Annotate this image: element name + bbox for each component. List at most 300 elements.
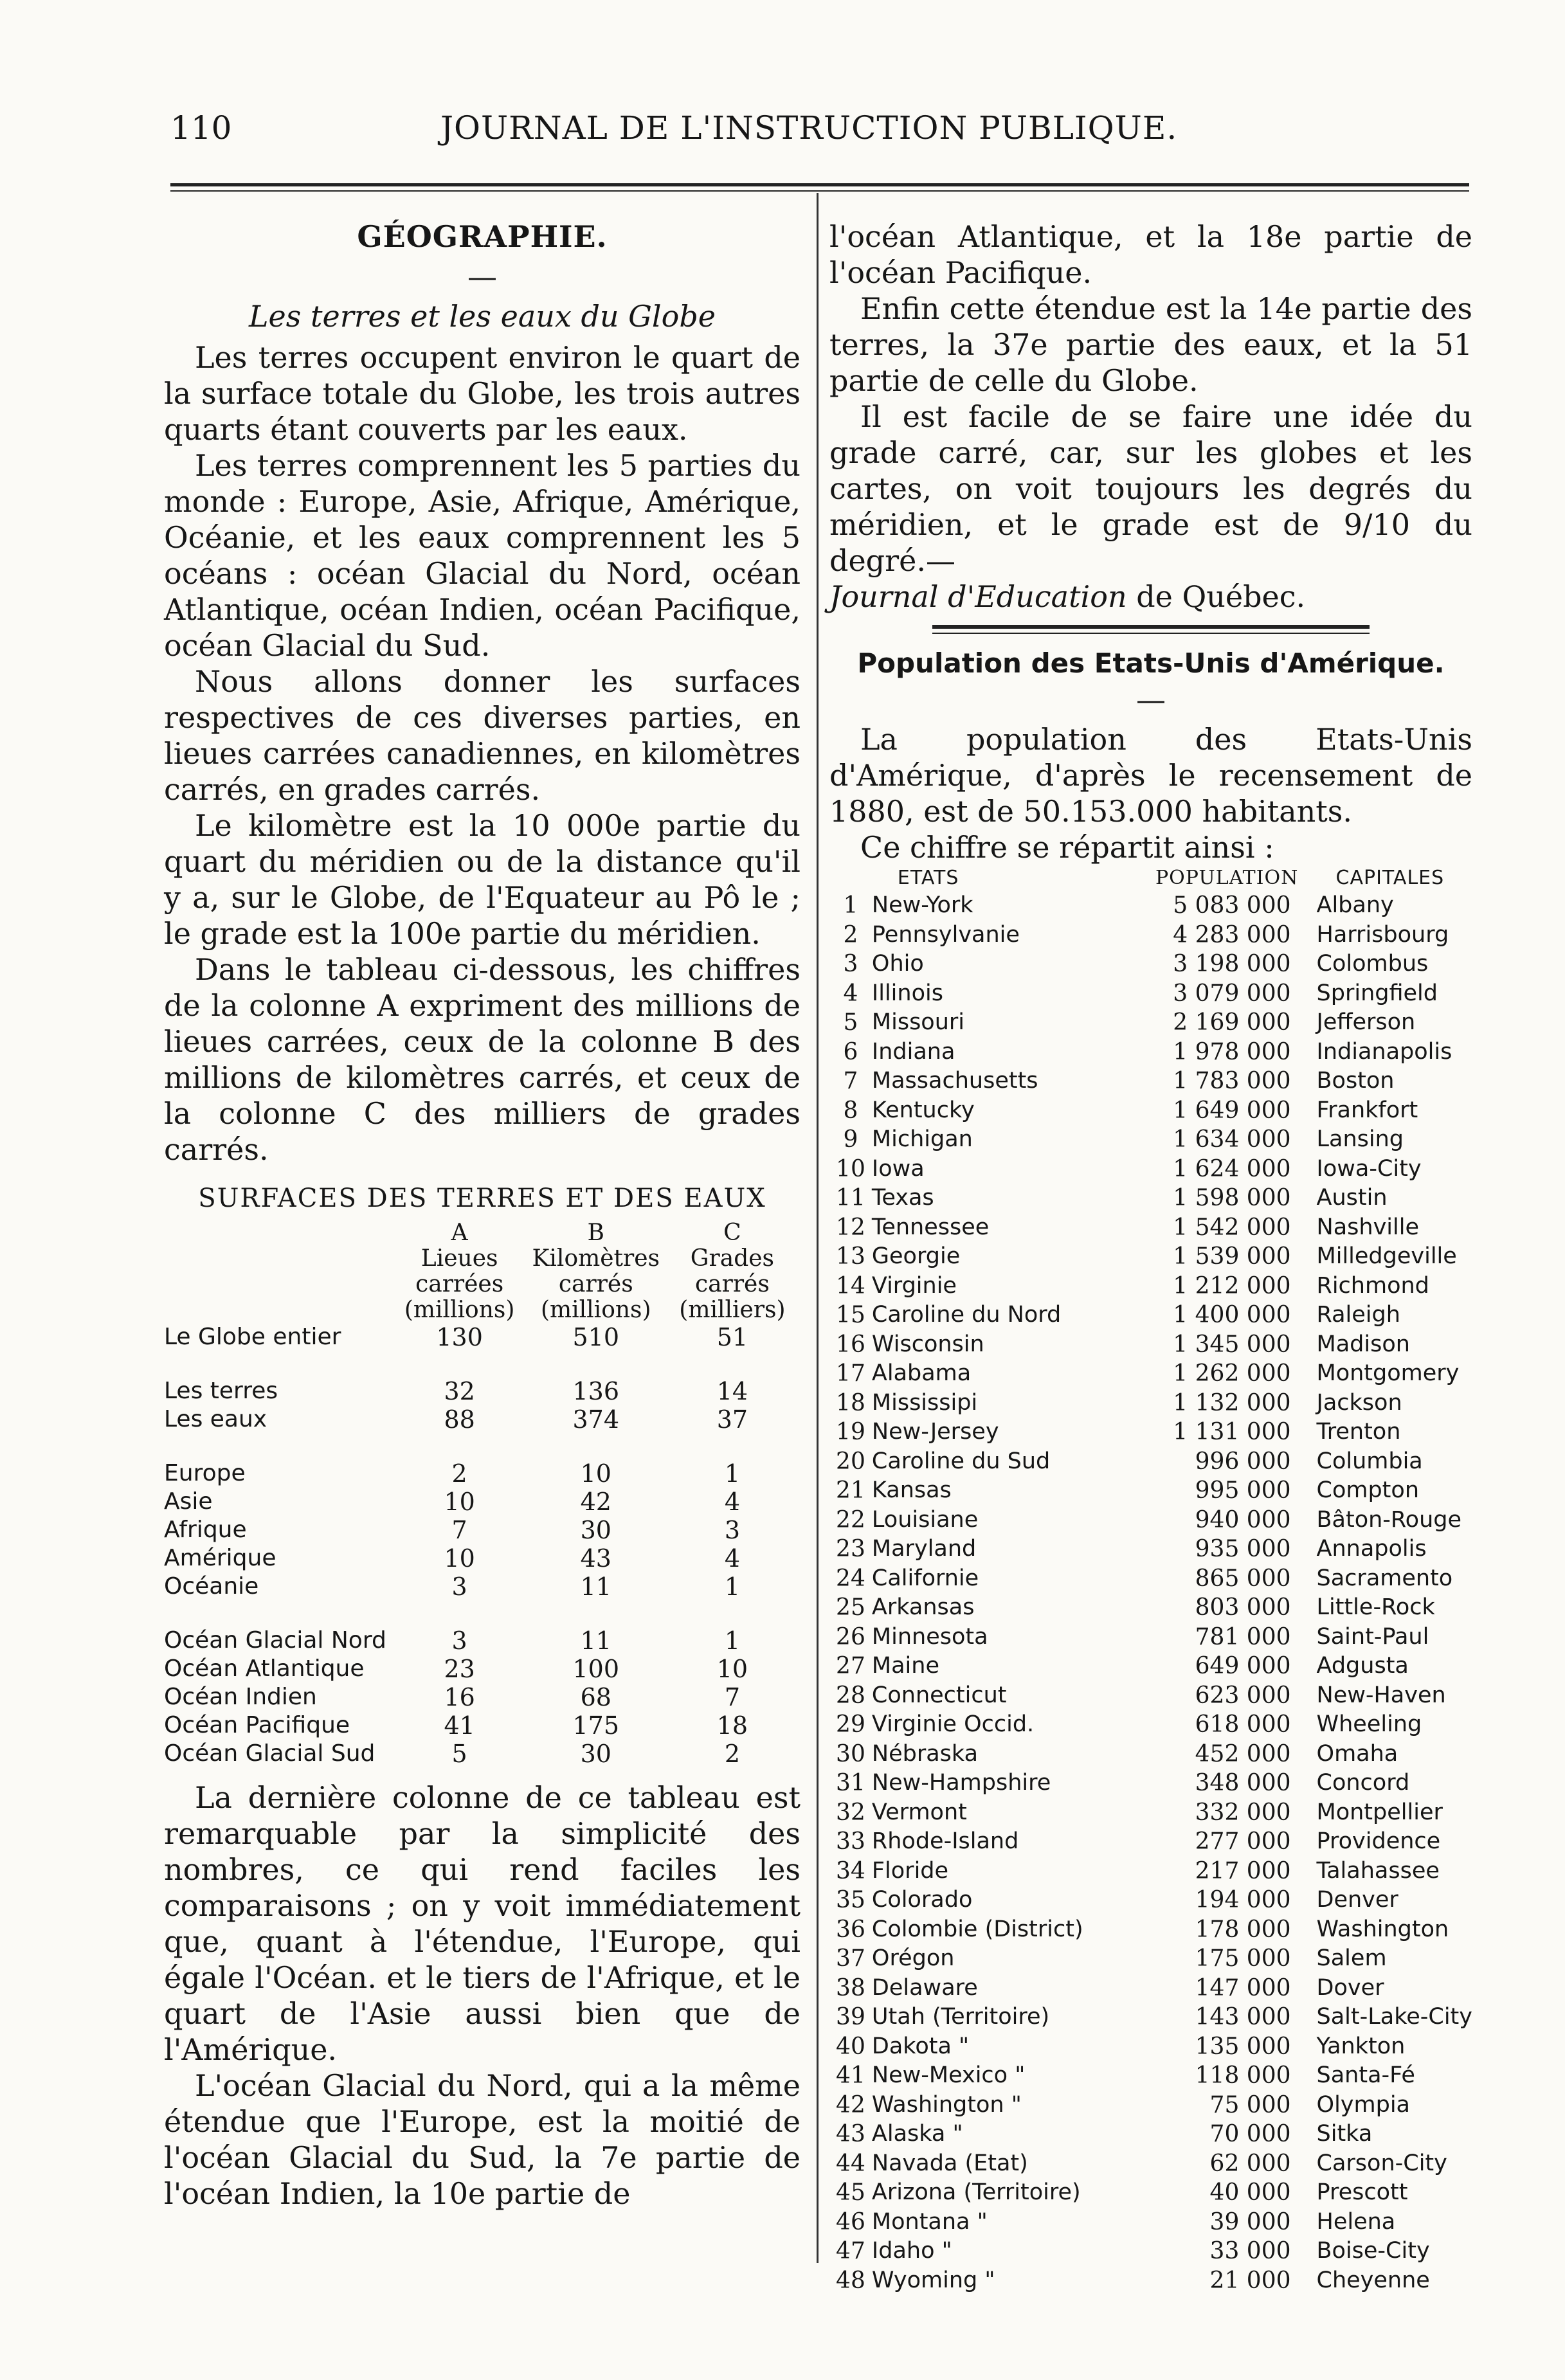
state-name: Virginie Occid. [871, 1711, 1035, 1737]
state-name: Michigan [871, 1126, 973, 1152]
table-row [829, 1213, 1472, 1243]
cell-a: 41 [444, 1711, 475, 1740]
state-name: Idaho " [871, 2238, 952, 2264]
state-name: Delaware [871, 1974, 978, 2001]
column-rule [817, 193, 819, 2263]
table-row [164, 1711, 801, 1740]
table-row [829, 1506, 1472, 1535]
cell-b: 11 [580, 1573, 611, 1601]
population-value: 940 000 [1195, 1506, 1291, 1533]
row-number: 13 [836, 1243, 865, 1270]
row-label: Asie [164, 1488, 213, 1515]
capital-name: Springfield [1316, 980, 1438, 1006]
row-number: 34 [836, 1857, 865, 1884]
table-header-row [829, 865, 1472, 891]
table-row [829, 979, 1472, 1009]
table-row [829, 1125, 1472, 1155]
column-header-population: POPULATION [1155, 867, 1299, 889]
paragraph: Nous allons donner les surfaces respectives de ces diverses parties, en lieues carrées canadiennes, en kilomètres carrés, en grades carrés. [164, 664, 801, 807]
population-value: 1 542 000 [1173, 1214, 1291, 1241]
state-name: Louisiane [871, 1506, 979, 1533]
population-value: 1 132 000 [1173, 1389, 1291, 1416]
state-name: Maine [871, 1653, 939, 1679]
table-row [164, 1405, 801, 1434]
population-value: 1 783 000 [1173, 1068, 1291, 1094]
capital-name: Carson-City [1316, 2150, 1447, 2176]
cell-a: 10 [444, 1488, 475, 1516]
cell-b: 175 [572, 1711, 620, 1740]
column-letter: B [587, 1220, 604, 1246]
population-value: 3 079 000 [1173, 980, 1291, 1007]
row-number: 35 [836, 1887, 865, 1913]
state-name: Kentucky [871, 1097, 975, 1123]
table-row [829, 1447, 1472, 1477]
capital-name: Montgomery [1316, 1360, 1460, 1386]
row-number: 10 [836, 1155, 865, 1182]
row-number: 31 [836, 1770, 865, 1796]
state-name: Tennessee [871, 1214, 990, 1240]
population-value: 2 169 000 [1173, 1009, 1291, 1036]
capital-name: Boston [1316, 1068, 1395, 1094]
table-row [829, 1272, 1472, 1301]
table-row [829, 1038, 1472, 1067]
population-value: 4 283 000 [1173, 921, 1291, 948]
table-row [164, 1516, 801, 1544]
state-name: Dakota " [871, 2033, 970, 2059]
table-row [829, 1535, 1472, 1564]
surfaces-table [164, 1220, 801, 1768]
population-value: 452 000 [1195, 1740, 1291, 1767]
population-value: 1 400 000 [1173, 1302, 1291, 1328]
capital-name: Cheyenne [1316, 2267, 1430, 2293]
capital-name: Compton [1316, 1477, 1419, 1503]
capital-name: Sitka [1316, 2121, 1373, 2147]
table-row [164, 1459, 801, 1488]
state-name: Alabama [871, 1360, 972, 1386]
capital-name: Salem [1316, 1945, 1387, 1971]
table-row [829, 1710, 1472, 1740]
capital-name: Yankton [1316, 2033, 1406, 2059]
capital-name: New-Haven [1316, 1682, 1446, 1708]
cell-a: 16 [444, 1683, 475, 1711]
row-label: Les eaux [164, 1406, 267, 1432]
state-name: Massachusetts [871, 1068, 1038, 1094]
state-name: Alaska " [871, 2121, 963, 2147]
paragraph: La dernière colonne de ce tableau est remarquable par la simplicité des nombres, ce qui rend faciles les comparaisons ; on y voit immédiatement que, quant à l'étendue, l'Europe, qui égale l'Océan. et le tiers de l'Afrique, et le quart de l'Asie aussi bien que de l'Amérique. [164, 1780, 801, 2067]
table-header-row [164, 1297, 801, 1323]
population-value: 1 539 000 [1173, 1243, 1291, 1270]
capital-name: Colombus [1316, 951, 1429, 977]
row-label: Océanie [164, 1573, 259, 1600]
table-row [829, 1652, 1472, 1681]
table-row [829, 2120, 1472, 2149]
row-number: 47 [836, 2238, 865, 2264]
cell-b: 100 [572, 1655, 620, 1683]
cell-a: 32 [444, 1377, 475, 1405]
state-name: Navada (Etat) [871, 2150, 1028, 2176]
capital-name: Talahassee [1316, 1857, 1440, 1884]
population-table [829, 865, 1472, 2295]
population-table-body [829, 891, 1472, 2295]
capital-name: Madison [1316, 1331, 1410, 1357]
state-name: Colombie (District) [871, 1916, 1083, 1942]
table-row [829, 1769, 1472, 1798]
state-name: Indiana [871, 1038, 955, 1065]
row-label: Océan Pacifique [164, 1712, 350, 1738]
row-number: 7 [843, 1068, 858, 1094]
population-value: 21 000 [1209, 2267, 1291, 2294]
section-divider-thin [932, 633, 1370, 634]
cell-b: 11 [580, 1627, 611, 1655]
table-row [829, 1242, 1472, 1272]
table-row [164, 1377, 801, 1405]
capital-name: Albany [1316, 892, 1394, 918]
population-value: 62 000 [1209, 2150, 1291, 2177]
capital-name: Wheeling [1316, 1711, 1422, 1737]
cell-c: 1 [724, 1459, 741, 1488]
geography-subtitle: Les terres et les eaux du Globe [249, 299, 716, 334]
population-value: 995 000 [1195, 1477, 1291, 1504]
cell-c: 2 [724, 1740, 741, 1768]
row-number: 38 [836, 1974, 865, 2001]
row-number: 16 [836, 1331, 865, 1358]
table-row [829, 1886, 1472, 1915]
table-row [829, 2149, 1472, 2179]
population-value: 33 000 [1209, 2238, 1291, 2264]
row-number: 44 [836, 2150, 865, 2177]
row-number: 6 [843, 1038, 858, 1065]
capital-name: Columbia [1316, 1448, 1423, 1474]
cell-c: 4 [724, 1544, 741, 1573]
table-row [829, 1974, 1472, 2003]
row-number: 41 [836, 2062, 865, 2089]
state-name: Orégon [871, 1945, 955, 1971]
row-label: Amérique [164, 1545, 276, 1571]
column-header-capitals: CAPITALES [1335, 867, 1445, 889]
cell-c: 7 [724, 1683, 741, 1711]
state-name: Maryland [871, 1536, 977, 1562]
table-row [829, 1096, 1472, 1126]
state-name: Rhode-Island [871, 1828, 1019, 1854]
row-label: Océan Indien [164, 1684, 317, 1710]
state-name: Washington " [871, 2091, 1022, 2118]
population-value: 1 624 000 [1173, 1155, 1291, 1182]
population-value: 3 198 000 [1173, 951, 1291, 977]
table-row [829, 1155, 1472, 1184]
state-name: New-Mexico " [871, 2062, 1026, 2088]
row-label: Europe [164, 1460, 246, 1486]
table-row [164, 1544, 801, 1573]
table-row [829, 950, 1472, 979]
row-number: 26 [836, 1623, 865, 1650]
population-value: 175 000 [1195, 1945, 1291, 1972]
table-row [829, 2061, 1472, 2091]
row-number: 23 [836, 1536, 865, 1562]
row-label: Les terres [164, 1378, 278, 1404]
paragraph [829, 399, 1472, 615]
capital-name: Trenton [1316, 1419, 1401, 1445]
cell-a: 3 [451, 1573, 467, 1601]
state-name: New-Hampshire [871, 1770, 1051, 1796]
row-number: 14 [836, 1272, 865, 1299]
population-value: 1 131 000 [1173, 1419, 1291, 1445]
row-label: Le Globe entier [164, 1324, 341, 1350]
column-header: carrées [415, 1271, 504, 1297]
capital-name: Indianapolis [1316, 1038, 1452, 1065]
state-name: Caroline du Nord [871, 1302, 1062, 1328]
capital-name: Frankfort [1316, 1097, 1418, 1123]
cell-b: 43 [580, 1544, 611, 1573]
row-number: 28 [836, 1682, 865, 1709]
page-number: 110 [170, 109, 232, 147]
state-name: Pennsylvanie [871, 921, 1020, 948]
capital-name: Nashville [1316, 1214, 1419, 1240]
table-row [829, 1008, 1472, 1038]
population-value: 623 000 [1195, 1682, 1291, 1709]
population-value: 1 978 000 [1173, 1038, 1291, 1065]
row-number: 12 [836, 1214, 865, 1241]
state-name: Vermont [871, 1799, 967, 1825]
cell-c: 18 [716, 1711, 748, 1740]
population-value: 217 000 [1195, 1857, 1291, 1884]
row-number: 46 [836, 2208, 865, 2235]
state-name: Illinois [871, 980, 943, 1006]
state-name: Colorado [871, 1887, 973, 1913]
population-value: 118 000 [1195, 2062, 1291, 2089]
column-header: (millions) [540, 1297, 651, 1323]
table-row [829, 1681, 1472, 1711]
capital-name: Raleigh [1316, 1302, 1400, 1328]
row-number: 45 [836, 2179, 865, 2206]
cell-c: 14 [716, 1377, 748, 1405]
population-value: 332 000 [1195, 1799, 1291, 1826]
row-number: 20 [836, 1448, 865, 1475]
paragraph: Dans le tableau ci-dessous, les chiffres de la colonne A expriment des millions de lieues carrées, ceux de la colonne B des millions de kilomètres carrés, et ceux de la colonne C des milliers de grades carrés. [164, 952, 801, 1167]
table-header-row [164, 1246, 801, 1272]
capital-name: Santa-Fé [1316, 2062, 1415, 2088]
table-row [829, 1418, 1472, 1447]
state-name: Virginie [871, 1272, 957, 1299]
table-header-row [164, 1220, 801, 1246]
state-name: Georgie [871, 1243, 961, 1269]
table-row [829, 1301, 1472, 1330]
table-row [829, 891, 1472, 921]
population-value: 781 000 [1195, 1623, 1291, 1650]
cell-a: 2 [451, 1459, 467, 1488]
table-row [164, 1573, 801, 1601]
population-value: 348 000 [1195, 1770, 1291, 1796]
state-name: Minnesota [871, 1623, 988, 1650]
cell-a: 10 [444, 1544, 475, 1573]
paragraph: La population des Etats-Unis d'Amérique, d'après le recensement de 1880, est de 50.153.000 habitants. [829, 722, 1472, 829]
capital-name: Saint-Paul [1316, 1623, 1429, 1650]
page-header [164, 109, 1469, 161]
header-rule [170, 183, 1469, 186]
row-label: Océan Glacial Sud [164, 1740, 375, 1767]
population-value: 1 634 000 [1173, 1126, 1291, 1153]
cell-b: 42 [580, 1488, 611, 1516]
row-number: 25 [836, 1594, 865, 1621]
row-number: 18 [836, 1389, 865, 1416]
table-row [829, 1944, 1472, 1974]
row-number: 5 [843, 1009, 858, 1036]
paragraph-text: Il est facile de se faire une idée du grade carré, car, sur les globes et les cartes, on voit toujours les degrés du méridien, et le grade est de 9/10 du degré.— [829, 399, 1472, 578]
capital-name: Annapolis [1316, 1536, 1427, 1562]
row-number: 22 [836, 1506, 865, 1533]
population-value: 1 649 000 [1173, 1097, 1291, 1124]
state-name: Mississipi [871, 1389, 978, 1416]
cell-b: 30 [580, 1516, 611, 1544]
surfaces-table-title: SURFACES DES TERRES ET DES EAUX [198, 1184, 766, 1213]
capital-name: Omaha [1316, 1740, 1398, 1767]
column-letter: C [723, 1220, 741, 1246]
capital-name: Bâton-Rouge [1316, 1506, 1462, 1533]
population-value: 75 000 [1209, 2091, 1291, 2118]
column-header: Kilomètres [532, 1245, 660, 1272]
population-value: 803 000 [1195, 1594, 1291, 1621]
population-value: 143 000 [1195, 2004, 1291, 2030]
table-row [829, 1623, 1472, 1652]
title-dash: — [467, 259, 497, 294]
state-name: New-Jersey [871, 1419, 999, 1445]
source-citation: Journal d'Education [829, 579, 1127, 614]
population-value: 277 000 [1195, 1828, 1291, 1855]
section-divider [932, 625, 1370, 629]
population-value: 135 000 [1195, 2033, 1291, 2060]
population-value: 1 345 000 [1173, 1331, 1291, 1358]
capital-name: Boise-City [1316, 2238, 1430, 2264]
state-name: Texas [871, 1185, 934, 1211]
population-value: 1 212 000 [1173, 1272, 1291, 1299]
row-number: 19 [836, 1419, 865, 1445]
capital-name: Adgusta [1316, 1653, 1409, 1679]
capital-name: Jefferson [1316, 1009, 1416, 1035]
column-header: Lieues [421, 1245, 498, 1272]
state-name: Montana " [871, 2208, 988, 2235]
state-name: Utah (Territoire) [871, 2004, 1050, 2030]
capital-name: Montpellier [1316, 1799, 1443, 1825]
row-number: 21 [836, 1477, 865, 1504]
capital-name: Lansing [1316, 1126, 1404, 1152]
row-number: 8 [843, 1097, 858, 1124]
population-value: 40 000 [1209, 2179, 1291, 2206]
cell-c: 10 [716, 1655, 748, 1683]
capital-name: Sacramento [1316, 1565, 1453, 1591]
cell-a: 23 [444, 1655, 475, 1683]
population-title: Population des Etats-Unis d'Amérique. [857, 647, 1445, 679]
population-value: 935 000 [1195, 1536, 1291, 1562]
population-value: 194 000 [1195, 1887, 1291, 1913]
table-row [164, 1323, 801, 1351]
population-value: 618 000 [1195, 1711, 1291, 1738]
capital-name: Washington [1316, 1916, 1449, 1942]
table-row [164, 1740, 801, 1768]
left-column [164, 219, 801, 2212]
state-name: Ohio [871, 951, 924, 977]
state-name: Arizona (Territoire) [871, 2179, 1081, 2205]
paragraph: Ce chiffre se répartit ainsi : [860, 830, 1274, 865]
table-row [829, 2003, 1472, 2032]
population-value: 5 083 000 [1173, 892, 1291, 919]
row-number: 43 [836, 2121, 865, 2147]
row-number: 32 [836, 1799, 865, 1826]
state-name: Caroline du Sud [871, 1448, 1051, 1474]
row-number: 40 [836, 2033, 865, 2060]
cell-b: 30 [580, 1740, 611, 1768]
capital-name: Jackson [1316, 1389, 1402, 1416]
state-name: Missouri [871, 1009, 965, 1035]
row-number: 39 [836, 2004, 865, 2030]
row-number: 15 [836, 1302, 865, 1328]
cell-b: 510 [572, 1323, 620, 1351]
column-header-states: ETATS [897, 867, 959, 889]
row-number: 2 [843, 921, 858, 948]
row-number: 4 [843, 980, 858, 1007]
table-row [164, 1655, 801, 1683]
row-number: 3 [843, 951, 858, 977]
cell-c: 4 [724, 1488, 741, 1516]
capital-name: Helena [1316, 2208, 1396, 2235]
table-row [829, 1476, 1472, 1506]
row-label: Afrique [164, 1517, 247, 1543]
row-number: 36 [836, 1916, 865, 1943]
table-row [829, 2032, 1472, 2062]
running-title: JOURNAL DE L'INSTRUCTION PUBLIQUE. [440, 109, 1178, 147]
paragraph: Enfin cette étendue est la 14e partie des terres, la 37e partie des eaux, et la 51 partie de celle du Globe. [829, 291, 1472, 398]
table-row [829, 921, 1472, 950]
capital-name: Austin [1316, 1185, 1388, 1211]
table-header-row [164, 1272, 801, 1297]
state-name: Wisconsin [871, 1331, 984, 1357]
population-value: 147 000 [1195, 1974, 1291, 2001]
cell-b: 10 [580, 1459, 611, 1488]
state-name: Californie [871, 1565, 979, 1591]
paragraph: Les terres occupent environ le quart de la surface totale du Globe, les trois autres quarts étant couverts par les eaux. [164, 340, 801, 447]
population-value: 39 000 [1209, 2208, 1291, 2235]
capital-name: Milledgeville [1316, 1243, 1457, 1269]
cell-c: 1 [724, 1627, 741, 1655]
column-header: (milliers) [679, 1297, 786, 1323]
row-number: 42 [836, 2091, 865, 2118]
source-tail: de Québec. [1126, 579, 1306, 614]
state-name: Wyoming " [871, 2267, 995, 2293]
table-row [829, 1184, 1472, 1213]
cell-b: 374 [572, 1405, 620, 1434]
table-row [829, 2091, 1472, 2120]
row-number: 11 [836, 1185, 865, 1211]
state-name: Kansas [871, 1477, 952, 1503]
state-name: New-York [871, 892, 973, 918]
capital-name: Olympia [1316, 2091, 1410, 2118]
paragraph: Le kilomètre est la 10 000e partie du quart du méridien ou de la distance qu'il y a, sur le Globe, de l'Equateur au Pô le ; le grade est la 100e partie du méridien. [164, 808, 801, 951]
capital-name: Providence [1316, 1828, 1441, 1854]
header-rule-thin [170, 190, 1469, 192]
geography-title: GÉOGRAPHIE. [357, 219, 608, 254]
paragraph-continued: l'océan Atlantique, et la 18e partie de l'océan Pacifique. [829, 219, 1472, 290]
table-row [829, 2178, 1472, 2208]
cell-a: 88 [444, 1405, 475, 1434]
cell-b: 68 [580, 1683, 611, 1711]
column-header: carrés [695, 1271, 770, 1297]
row-number: 17 [836, 1360, 865, 1387]
cell-c: 3 [724, 1516, 741, 1544]
row-number: 29 [836, 1711, 865, 1738]
population-value: 996 000 [1195, 1448, 1291, 1475]
table-row [829, 1915, 1472, 1945]
capital-name: Iowa-City [1316, 1155, 1422, 1182]
cell-b: 136 [572, 1377, 620, 1405]
state-name: Connecticut [871, 1682, 1007, 1708]
